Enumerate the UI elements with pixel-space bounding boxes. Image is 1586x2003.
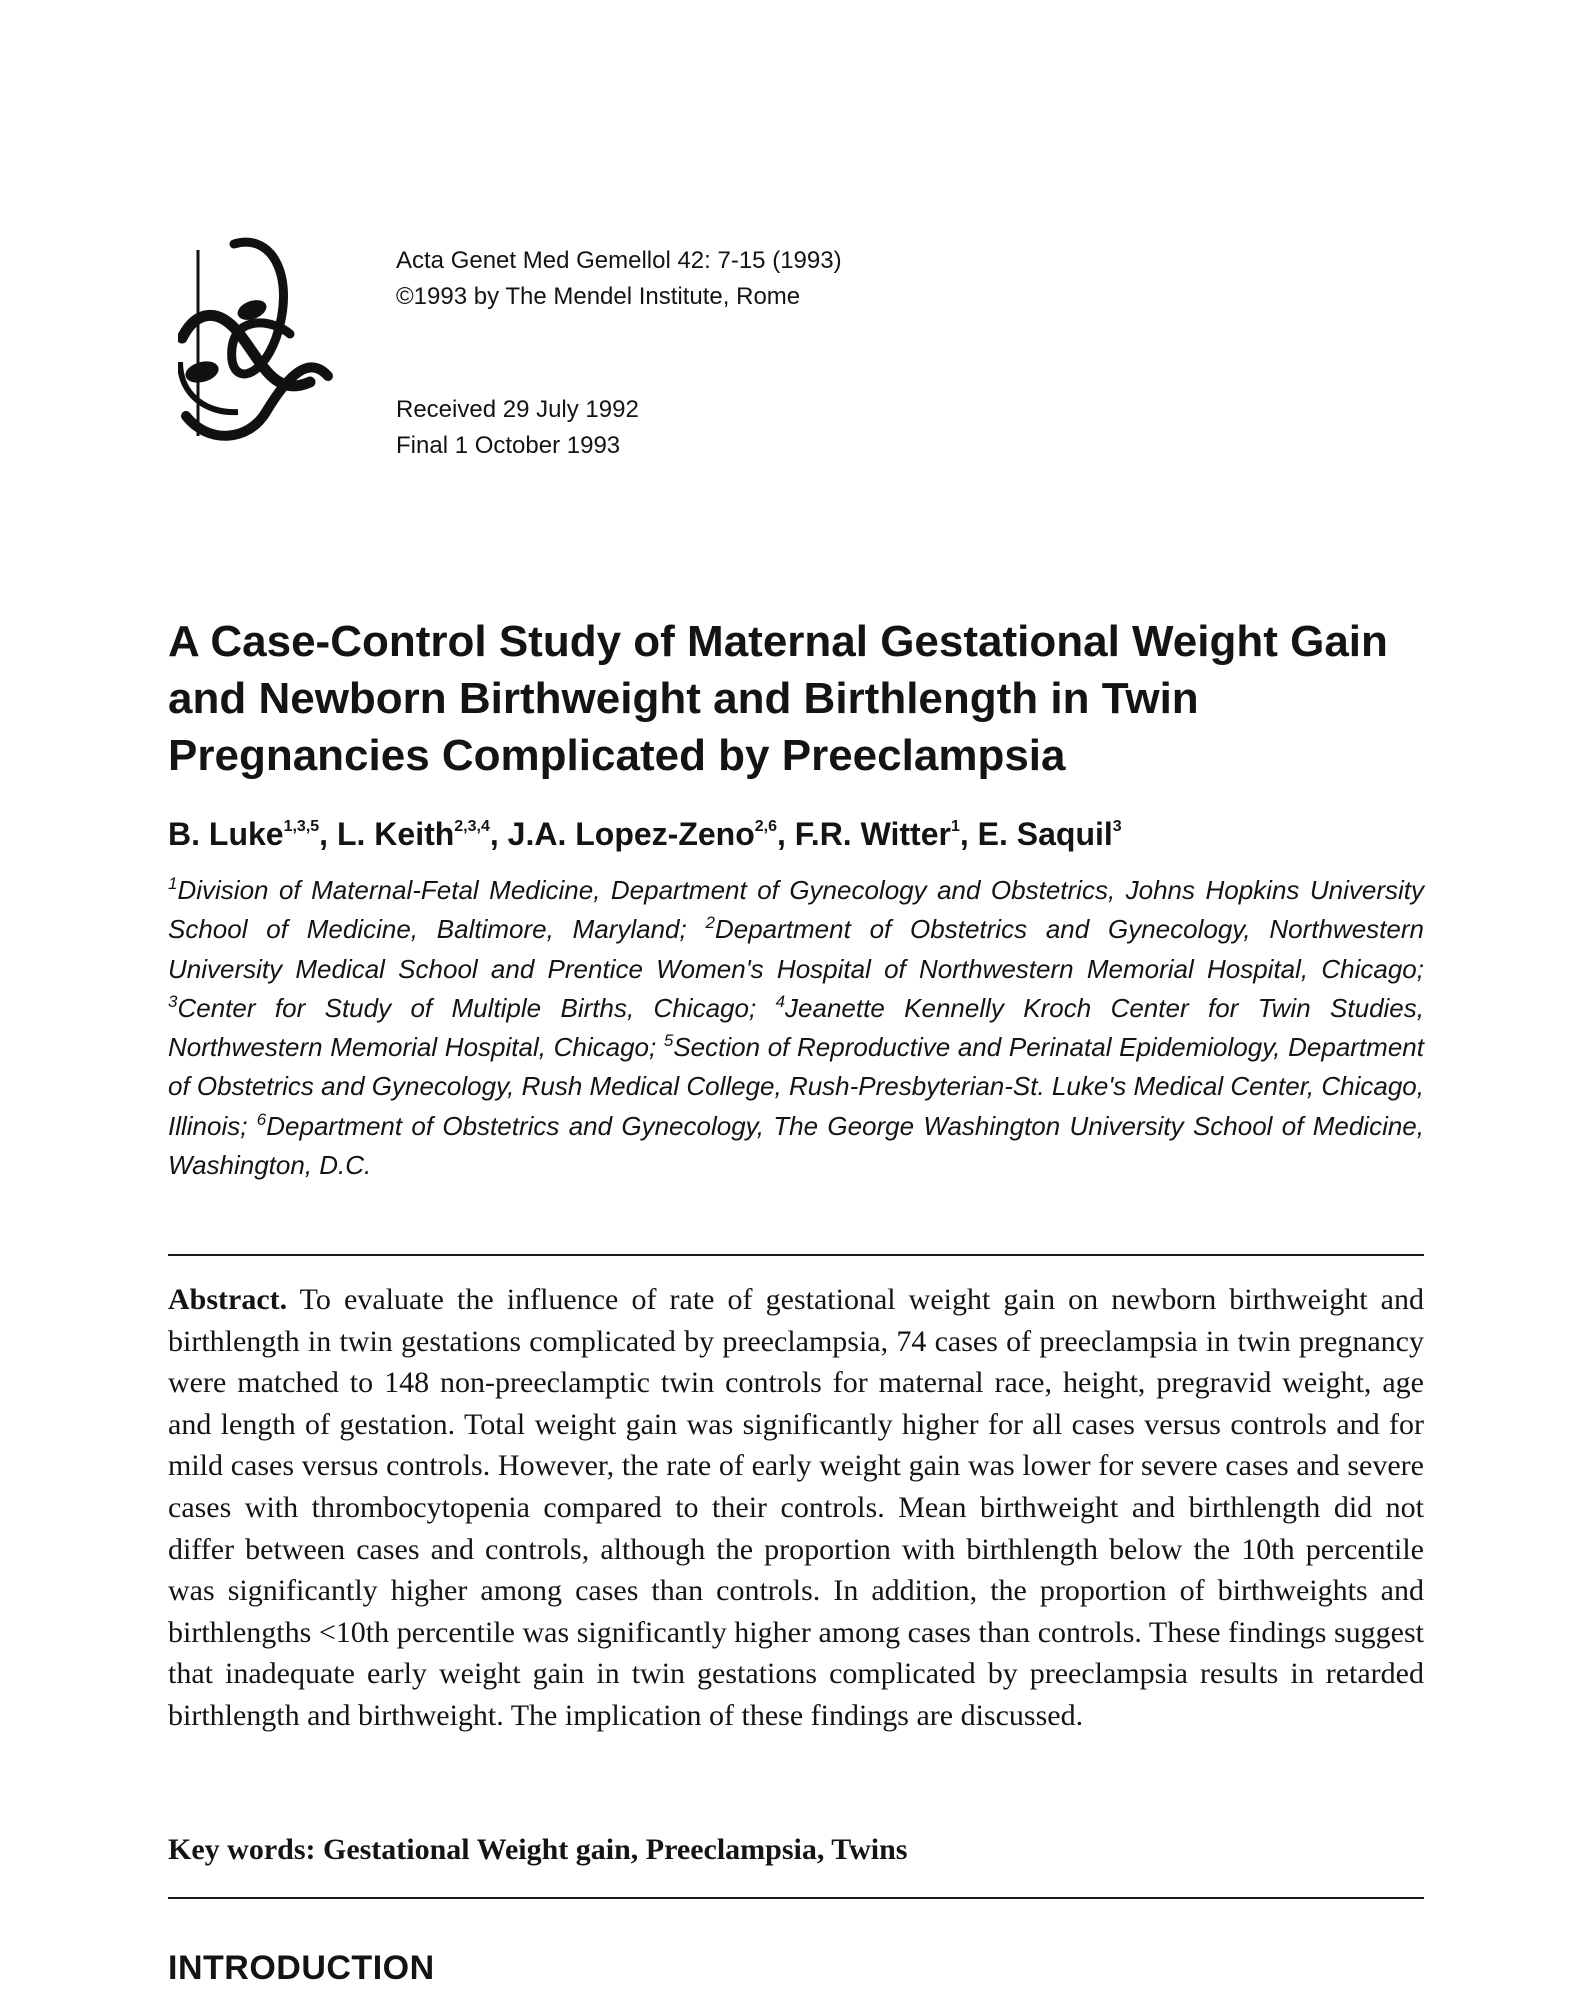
- author: J.A. Lopez-Zeno$^{2,6}$,: [507, 816, 795, 852]
- author-affiliation-marker: 1: [950, 818, 960, 835]
- affiliation-number: 2: [705, 913, 715, 933]
- final-date: Final 1 October 1993: [396, 432, 621, 459]
- affiliation-text: Department of Obstetrics and Gynecology, The George Washington University School of Medicine, Washington, D.C.: [168, 1110, 1424, 1181]
- author-list: [168, 814, 1122, 854]
- affiliations: [168, 871, 1424, 1185]
- divider: [168, 1897, 1424, 1899]
- author: E. Saquil$^3$: [977, 816, 1122, 852]
- abstract-text: To evaluate the influence of rate of gestational weight gain on newborn birthweight and birthlength in twin gestations complicated by preeclampsia, 74 cases of preeclampsia in twin pregnancy were matched to 148 non-preeclamptic twin controls for maternal race, height, pregravid weight, age and length of gestation. Total weight gain was significantly higher for all cases versus controls and for mild cases versus controls. However, the rate of early weight gain was lower for severe cases and severe cases with thrombocytopenia compared to their controls. Mean birthweight and birthlength did not differ between cases and controls, although the proportion with birthlength below the 10th percentile was significantly higher among cases than controls. In addition, the proportion of birthweights and birthlengths <10th percentile was significantly higher among cases than controls. These findings suggest that inadequate early weight gain in twin gestations complicated by preeclampsia results in retarded birthlength and birthweight. The implication of these findings are discussed.: [168, 1283, 1424, 1732]
- submission-dates: [396, 392, 639, 464]
- journal-info: [396, 243, 842, 315]
- author: B. Luke$^{1,3,5}$,: [168, 816, 337, 852]
- author-affiliation-marker: 1,3,5: [283, 818, 320, 835]
- keywords: Key words: Gestational Weight gain, Preeclampsia, Twins: [168, 1833, 908, 1866]
- copyright-notice: ©1993 by The Mendel Institute, Rome: [396, 283, 801, 310]
- title-line: Pregnancies Complicated by Preeclampsia: [168, 731, 1066, 780]
- affiliation-number: 3: [168, 991, 178, 1011]
- author-affiliation-marker: 2,3,4: [454, 818, 490, 835]
- author-affiliation-marker: 3: [1112, 818, 1122, 835]
- author: F.R. Witter$^1$,: [794, 816, 978, 852]
- abstract-label: Abstract.: [168, 1283, 288, 1316]
- journal-citation: Acta Genet Med Gemellol 42: 7-15 (1993): [396, 247, 842, 274]
- affiliation-text: Division of Maternal-Fetal Medicine, Department of Gynecology and Obstetrics, Johns Hopkins University School of Medicine, Baltimore, Maryland;: [168, 875, 1424, 945]
- received-date: Received 29 July 1992: [396, 396, 639, 423]
- author: L. Keith$^{2,3,4}$,: [336, 816, 508, 852]
- affiliation-number: 1: [168, 874, 178, 893]
- paper-title: [168, 613, 1438, 784]
- author-affiliation-marker: 2,6: [754, 818, 778, 835]
- affiliation-text: Department of Obstetrics and Gynecology, Northwestern University Medical School and Prentice Women's Hospital of Northwestern Memorial Hospital, Chicago;: [168, 914, 1424, 984]
- affiliation-number: 5: [663, 1031, 674, 1051]
- title-line: and Newborn Birthweight and Birthlength in Twin: [168, 674, 1199, 723]
- abstract: [168, 1279, 1424, 1737]
- mendel-institute-logo: [178, 236, 338, 451]
- affiliation-text: Jeanette Kennelly Kroch Center for Twin Studies, Northwestern Memorial Hospital, Chicago;: [168, 992, 1424, 1063]
- section-heading-introduction: INTRODUCTION: [168, 1949, 435, 1987]
- affiliation-number: 6: [256, 1109, 267, 1129]
- affiliation-text: Center for Study of Multiple Births, Chicago;: [177, 992, 776, 1023]
- title-line: A Case-Control Study of Maternal Gestational Weight Gain: [168, 617, 1388, 666]
- affiliation-text: Section of Reproductive and Perinatal Epidemiology, Department of Obstetrics and Gynecology, Rush Medical College, Rush-Presbyterian-St. Luke's Medical Center, Chicago, Illinois;: [168, 1032, 1424, 1141]
- divider: [168, 1254, 1424, 1256]
- affiliation-number: 4: [775, 991, 786, 1011]
